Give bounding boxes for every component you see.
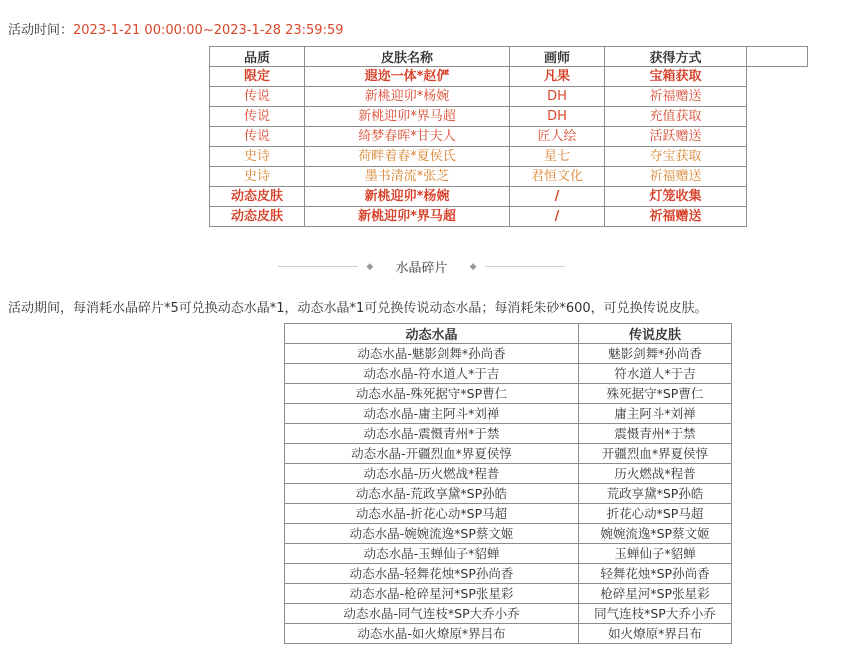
table-row [285, 364, 732, 384]
table-row [285, 404, 732, 424]
dynamic-crystal-cell: 动态水晶-枪碎星河*SP张星彩 [285, 584, 579, 604]
diamond-icon: ◆ [469, 261, 477, 272]
method-cell: 夺宝获取 [605, 147, 747, 167]
artist-cell: DH [510, 87, 605, 107]
table-row [285, 524, 732, 544]
dynamic-crystal-cell: 动态水晶-同气连枝*SP大乔小乔 [285, 604, 579, 624]
table-row [210, 207, 808, 227]
skin-name-cell: 墨书清流*张芝 [305, 167, 510, 187]
exchange-description: 活动期间，每消耗水晶碎片*5可兑换动态水晶*1，动态水晶*1可兑换传说动态水晶；每消耗朱砂*600，可兑换传说皮肤。 [8, 301, 708, 316]
dynamic-crystal-cell: 动态水晶-轻舞花烛*SP孙尚香 [285, 564, 579, 584]
artist-cell: 星七 [510, 147, 605, 167]
method-cell: 活跃赠送 [605, 127, 747, 147]
legend-skin-cell: 开疆烈血*界夏侯惇 [579, 444, 732, 464]
dynamic-crystal-cell: 动态水晶-开疆烈血*界夏侯惇 [285, 444, 579, 464]
table-row [210, 147, 808, 167]
dynamic-crystal-cell: 动态水晶-魅影剑舞*孙尚香 [285, 344, 579, 364]
skin-table-blank-column [747, 47, 808, 67]
dynamic-crystal-cell: 动态水晶-折花心动*SP马超 [285, 504, 579, 524]
legend-skin-cell: 荒政享黛*SP孙皓 [579, 484, 732, 504]
legend-skin-cell: 轻舞花烛*SP孙尚香 [579, 564, 732, 584]
dynamic-crystal-cell: 动态水晶-符水道人*于吉 [285, 364, 579, 384]
divider-line-left [278, 266, 358, 267]
table-row [285, 604, 732, 624]
skin-table-header-row [210, 47, 808, 67]
artist-cell: 凡果 [510, 67, 605, 87]
table-row [285, 464, 732, 484]
table-row [210, 87, 808, 107]
legend-skin-cell: 同气连枝*SP大乔小乔 [579, 604, 732, 624]
method-cell: 祈福赠送 [605, 207, 747, 227]
crystal-table-header-row [285, 324, 732, 344]
activity-time-label: 活动时间： [8, 23, 74, 38]
dynamic-crystal-cell: 动态水晶-历火燃战*程普 [285, 464, 579, 484]
artist-cell: 匠人绘 [510, 127, 605, 147]
table-row [285, 424, 732, 444]
table-row [210, 187, 808, 207]
method-cell: 宝箱获取 [605, 67, 747, 87]
table-row [285, 544, 732, 564]
skin-name-cell: 荷畔着春*夏侯氏 [305, 147, 510, 167]
legend-skin-cell: 玉蝉仙子*貂蝉 [579, 544, 732, 564]
skin-name-cell: 遐迩一体*赵俨 [305, 67, 510, 87]
table-row [210, 127, 808, 147]
header-quality: 品质 [210, 47, 305, 67]
skin-name-cell: 新桃迎卯*杨婉 [305, 87, 510, 107]
table-row [285, 624, 732, 644]
legend-skin-cell: 魅影剑舞*孙尚香 [579, 344, 732, 364]
dynamic-crystal-cell: 动态水晶-庸主阿斗*刘禅 [285, 404, 579, 424]
quality-cell: 动态皮肤 [210, 187, 305, 207]
section-divider [0, 257, 843, 277]
table-row [210, 107, 808, 127]
activity-time [8, 22, 344, 40]
dynamic-crystal-cell: 动态水晶-震慑青州*于禁 [285, 424, 579, 444]
method-cell: 祈福赠送 [605, 167, 747, 187]
crystal-table [284, 323, 732, 644]
method-cell: 祈福赠送 [605, 87, 747, 107]
artist-cell: / [510, 187, 605, 207]
header-method: 获得方式 [605, 47, 747, 67]
legend-skin-cell: 折花心动*SP马超 [579, 504, 732, 524]
artist-cell: DH [510, 107, 605, 127]
skin-name-cell: 绮梦春晖*甘夫人 [305, 127, 510, 147]
legend-skin-cell: 历火燃战*程普 [579, 464, 732, 484]
legend-skin-cell: 如火燎原*界吕布 [579, 624, 732, 644]
dynamic-crystal-cell: 动态水晶-如火燎原*界吕布 [285, 624, 579, 644]
table-row [285, 584, 732, 604]
activity-time-value: 2023-1-21 00:00:00~2023-1-28 23:59:59 [73, 23, 344, 38]
quality-cell: 史诗 [210, 167, 305, 187]
artist-cell: 君恒文化 [510, 167, 605, 187]
legend-skin-cell: 殊死据守*SP曹仁 [579, 384, 732, 404]
table-row [285, 344, 732, 364]
quality-cell: 史诗 [210, 147, 305, 167]
legend-skin-cell: 庸主阿斗*刘禅 [579, 404, 732, 424]
table-row [210, 167, 808, 187]
quality-cell: 传说 [210, 127, 305, 147]
skin-name-cell: 新桃迎卯*杨婉 [305, 187, 510, 207]
quality-cell: 限定 [210, 67, 305, 87]
header-artist: 画师 [510, 47, 605, 67]
legend-skin-cell: 枪碎星河*SP张星彩 [579, 584, 732, 604]
skin-name-cell: 新桃迎卯*界马超 [305, 107, 510, 127]
section-title: 水晶碎片 [395, 261, 448, 276]
artist-cell: / [510, 207, 605, 227]
quality-cell: 传说 [210, 107, 305, 127]
table-row [285, 564, 732, 584]
dynamic-crystal-cell: 动态水晶-婉婉流逸*SP蔡文姬 [285, 524, 579, 544]
skin-table [209, 46, 808, 227]
diamond-icon: ◆ [366, 261, 374, 272]
dynamic-crystal-cell: 动态水晶-荒政享黛*SP孙皓 [285, 484, 579, 504]
legend-skin-cell: 震慑青州*于禁 [579, 424, 732, 444]
quality-cell: 传说 [210, 87, 305, 107]
header-dynamic-crystal: 动态水晶 [285, 324, 579, 344]
header-skin-name: 皮肤名称 [305, 47, 510, 67]
dynamic-crystal-cell: 动态水晶-殊死据守*SP曹仁 [285, 384, 579, 404]
divider-line-right [485, 266, 565, 267]
table-row [285, 484, 732, 504]
method-cell: 充值获取 [605, 107, 747, 127]
legend-skin-cell: 婉婉流逸*SP蔡文姬 [579, 524, 732, 544]
method-cell: 灯笼收集 [605, 187, 747, 207]
table-row [285, 444, 732, 464]
table-row [285, 384, 732, 404]
skin-name-cell: 新桃迎卯*界马超 [305, 207, 510, 227]
dynamic-crystal-cell: 动态水晶-玉蝉仙子*貂蝉 [285, 544, 579, 564]
table-row [285, 504, 732, 524]
table-row [210, 67, 808, 87]
legend-skin-cell: 符水道人*于吉 [579, 364, 732, 384]
quality-cell: 动态皮肤 [210, 207, 305, 227]
header-legend-skin: 传说皮肤 [579, 324, 732, 344]
